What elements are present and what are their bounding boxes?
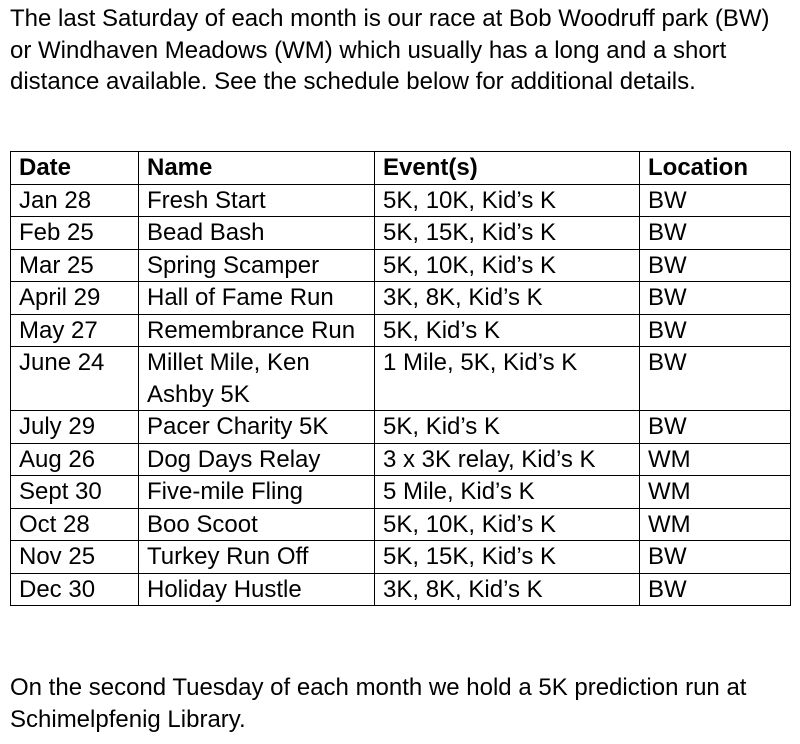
cell-date: Aug 26 bbox=[11, 443, 139, 476]
cell-location: WM bbox=[640, 443, 791, 476]
cell-events: 5K, 10K, Kid’s K bbox=[375, 508, 640, 541]
cell-name: Holiday Hustle bbox=[139, 573, 375, 606]
table-row bbox=[11, 541, 791, 574]
cell-name: Spring Scamper bbox=[139, 249, 375, 282]
cell-name: Five-mile Fling bbox=[139, 476, 375, 509]
cell-events: 3 x 3K relay, Kid’s K bbox=[375, 443, 640, 476]
cell-events: 5 Mile, Kid’s K bbox=[375, 476, 640, 509]
cell-location: BW bbox=[640, 282, 791, 315]
cell-date: April 29 bbox=[11, 282, 139, 315]
cell-events: 5K, Kid’s K bbox=[375, 411, 640, 444]
column-header-events: Event(s) bbox=[375, 152, 640, 185]
cell-date: July 29 bbox=[11, 411, 139, 444]
cell-date: Sept 30 bbox=[11, 476, 139, 509]
table-row bbox=[11, 217, 791, 250]
cell-date: Oct 28 bbox=[11, 508, 139, 541]
cell-location: BW bbox=[640, 314, 791, 347]
cell-location: BW bbox=[640, 573, 791, 606]
table-header bbox=[11, 152, 791, 185]
cell-location: BW bbox=[640, 541, 791, 574]
column-header-location: Location bbox=[640, 152, 791, 185]
cell-location: BW bbox=[640, 217, 791, 250]
column-header-date: Date bbox=[11, 152, 139, 185]
cell-name: Dog Days Relay bbox=[139, 443, 375, 476]
cell-location: BW bbox=[640, 411, 791, 444]
table-row bbox=[11, 508, 791, 541]
cell-events: 5K, 10K, Kid’s K bbox=[375, 184, 640, 217]
table-row bbox=[11, 249, 791, 282]
cell-date: June 24 bbox=[11, 347, 139, 411]
table-row bbox=[11, 443, 791, 476]
table-row bbox=[11, 411, 791, 444]
cell-events: 1 Mile, 5K, Kid’s K bbox=[375, 347, 640, 411]
cell-date: Mar 25 bbox=[11, 249, 139, 282]
intro-paragraph: The last Saturday of each month is our race at Bob Woodruff park (BW) or Windhaven Meadows (WM) which usually has a long and a short distance available. See the schedule below for additional details. bbox=[10, 5, 770, 95]
cell-location: BW bbox=[640, 249, 791, 282]
table-body bbox=[11, 184, 791, 606]
cell-events: 3K, 8K, Kid’s K bbox=[375, 573, 640, 606]
cell-date: Nov 25 bbox=[11, 541, 139, 574]
table-row bbox=[11, 347, 791, 411]
cell-location: WM bbox=[640, 508, 791, 541]
cell-name: Millet Mile, Ken Ashby 5K bbox=[139, 347, 375, 411]
header-row bbox=[11, 152, 791, 185]
cell-events: 5K, 15K, Kid’s K bbox=[375, 217, 640, 250]
race-schedule-table bbox=[10, 151, 791, 606]
cell-events: 5K, 15K, Kid’s K bbox=[375, 541, 640, 574]
cell-name: Turkey Run Off bbox=[139, 541, 375, 574]
outro-paragraph: On the second Tuesday of each month we hold a 5K prediction run at Schimelpfenig Library. bbox=[10, 674, 747, 733]
cell-name: Bead Bash bbox=[139, 217, 375, 250]
cell-name: Pacer Charity 5K bbox=[139, 411, 375, 444]
cell-events: 3K, 8K, Kid’s K bbox=[375, 282, 640, 315]
cell-name: Remembrance Run bbox=[139, 314, 375, 347]
cell-date: May 27 bbox=[11, 314, 139, 347]
table-row bbox=[11, 282, 791, 315]
cell-name: Fresh Start bbox=[139, 184, 375, 217]
cell-date: Jan 28 bbox=[11, 184, 139, 217]
cell-name: Hall of Fame Run bbox=[139, 282, 375, 315]
cell-location: BW bbox=[640, 184, 791, 217]
cell-location: BW bbox=[640, 347, 791, 411]
table-row bbox=[11, 476, 791, 509]
cell-location: WM bbox=[640, 476, 791, 509]
cell-events: 5K, Kid’s K bbox=[375, 314, 640, 347]
table-row bbox=[11, 573, 791, 606]
cell-date: Dec 30 bbox=[11, 573, 139, 606]
cell-name: Boo Scoot bbox=[139, 508, 375, 541]
cell-events: 5K, 10K, Kid’s K bbox=[375, 249, 640, 282]
column-header-name: Name bbox=[139, 152, 375, 185]
cell-date: Feb 25 bbox=[11, 217, 139, 250]
table-row bbox=[11, 314, 791, 347]
table-row bbox=[11, 184, 791, 217]
